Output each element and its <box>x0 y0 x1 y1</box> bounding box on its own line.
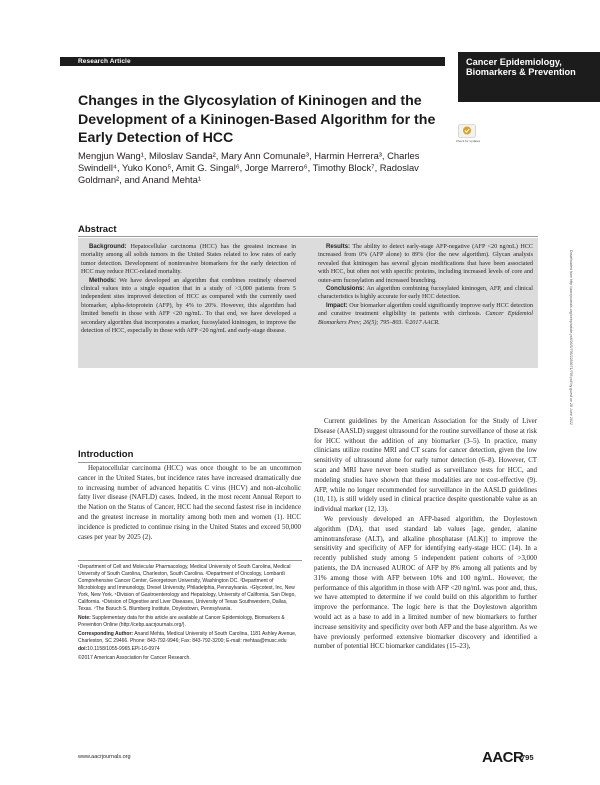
introduction-rule <box>78 462 302 463</box>
author-list: Mengjun Wang¹, Miloslav Sanda², Mary Ann Comunale³, Harmin Herrera³, Charles Swindell⁴, Yuko Kono⁵, Amit G. Singal⁶, Jorge Marrero⁶, Timothy Block⁷, Radoslav Goldman², and Anand Mehta¹ <box>78 150 420 186</box>
abstract-rule <box>78 236 538 237</box>
check-for-updates-icon[interactable] <box>458 124 476 138</box>
page-number: 795 <box>521 753 534 762</box>
abstract-left-column <box>81 243 296 335</box>
introduction-left-column <box>78 464 301 542</box>
aacr-logo: AACR <box>482 749 524 766</box>
article-title: Changes in the Glycosylation of Kininogen and the Development of a Kininogen-Based Algorithm for the Early Detection of HCC <box>78 93 436 147</box>
article-type-label: Research Article <box>78 58 131 65</box>
abstract-heading: Abstract <box>78 224 117 235</box>
doi[interactable]: doi:10.1158/1055-9965.EPI-16-0974 <box>78 646 160 653</box>
download-note: Downloaded from http://aacrjournals.org/cebp/article-pdf/26/5/795/2283671/795.pdf by guest on 28 June 2022 <box>569 250 573 425</box>
footer-url[interactable]: www.aacrjournals.org <box>78 754 131 760</box>
abstract-right-column <box>318 243 533 327</box>
supplementary-note: Note: Supplementary data for this article are available at Cancer Epidemiology, Biomarkers & Prevention Online (http://cebp.aacrjournals.org/). <box>78 614 285 628</box>
corresponding-author: Corresponding Author: Anand Mehta, Medical University of South Carolina, 1181 Ashley Avenue, Charleston, SC 29466. Phone: 843-792-9946; Fax: 843-792-3200; E-mail: mehtaa@musc.edu <box>78 630 297 644</box>
footnote-rule <box>78 560 302 561</box>
intro-paragraph: We previously developed an AFP-based algorithm, the Doylestown algorithm (DA), that used standard lab values [age, gender, alanine aminotransferase (ALT), and alkaline phosphatase (ALK)] to improve the sensitivity and specificity of AFP for identifying early-stage HCC (14). In a recently published study among 5 independent patient cohorts of >3,000 patients, the DA increased AUROC of AFP by 8% among all patients and by 31% among those with AFP between 10% and 100 ng/mL. However, the performance of this algorithm in those with AFP <20 ng/mL was poor and, thus, we have attempted to determine if we could build on this algorithm to further improve the performance. The logic here is that the Doylestown algorithm would act as a base to add in a limited number of new biomarkers to further increase sensitivity and specificity over both AFP and the base algorithm. As we have previously performed extensive biomarker discovery and identified a number of potential HCC biomarker candidates (15–23), <box>314 515 537 651</box>
article-type-bar <box>60 57 445 66</box>
intro-paragraph: Hepatocellular carcinoma (HCC) was once thought to be an uncommon cancer in the United States, but incidence rates have increased dramatically due to increasing number of advanced hepatitis C virus (HCV) and non-alcoholic fatty liver disease (NAFLD) cases. Indeed, in the most recent Annual Report to the Nation on the Status of Cancer, HCC had the second fastest rise in incidence and the greatest increase in mortality among both men and women (1). HCC incidence is predicted to continue rising in the United States and exceed 50,000 cases per year by 2025 (2). <box>78 465 301 541</box>
abstract-methods: Methods: We have developed an algorithm that combines routinely observed clinical values into a single equation that in a study of >3,000 patients from 5 independent sites improved detection of HCC as compared with the currently used biomarker, alpha-fetoprotein (AFP), by 4% to 20%. However, this algorithm had limited benefit in those with AFP <20 ng/mL. To that end, we have developed a secondary algorithm that incorporates a marker, fucosylated kininogen, to improve the detection of HCC, especially in those with AFP <20 ng/mL and early-stage disease. <box>81 276 296 335</box>
copyright: ©2017 American Association for Cancer Research. <box>78 655 191 662</box>
abstract-conclusions: Conclusions: An algorithm combining fucosylated kininogen, AFP, and clinical characteristics is highly accurate for early HCC detection. <box>318 285 533 301</box>
journal-banner <box>458 52 600 102</box>
introduction-heading: Introduction <box>78 449 134 460</box>
intro-paragraph: Current guidelines by the American Association for the Study of Liver Disease (AASLD) suggest ultrasound for the routine surveillance of those at risk for HCC without the addition of any biomarker (3–5). In practice, many clinicians utilize routine MRI and CT scans for cancer detection, given the low sensitivity of ultrasound alone for early tumor detection (6–8). However, CT scan and MRI have never been studied as surveillance tests for HCC, and modeling studies have shown that these modalities are not cost-effective (9). AFP, while no longer recommended for surveillance in the AASLD guidelines (10, 11), is still widely used in clinical practice despite questionable value as an individual marker (12, 13). <box>314 418 537 514</box>
abstract-citation: Cancer Epidemiol Biomarkers Prev; 26(5); 795–803. ©2017 AACR. <box>318 311 533 326</box>
journal-name: Cancer Epidemiology, Biomarkers & Prevention <box>466 57 576 78</box>
footnotes <box>78 564 301 664</box>
affiliations: ¹Department of Cell and Molecular Pharmacology, Medical University of South Carolina, Medical University of South Carolina, Charleston, South Carolina. ²Department of Oncology, Lombardi Comprehensive Cancer Center, Georgetown University, Washington DC. ³Department of Microbiology and Immunology, Drexel University, Philadelphia, Pennsylvania. ⁴Glycotest, Inc, New York, New York. ⁵Division of Gastroenterology and Hepatology, University of California, San Diego, California. ⁶Division of Digestive and Liver Diseases, University of Texas Southwestern, Dallas, Texas. ⁷The Baruch S. Blumberg Institute, Doylestown, Pennsylvania. <box>78 564 296 612</box>
abstract-results: Results: The ability to detect early-stage AFP-negative (AFP <20 ng/mL) HCC increased from 0% (AFP alone) to 89% (for the new algorithm). Glycan analysis revealed that kininogen has several glycan modifications that have been associated with HCC, but often not with specific proteins, including increased levels of core and outer-arm fucosylation and increased branching. <box>318 243 533 284</box>
abstract-impact: Impact: Our biomarker algorithm could significantly improve early HCC detection and curative treatment eligibility in patients with cirrhosis. Cancer Epidemiol Biomarkers Prev; 26(5); 795–803. ©2017 AACR. <box>318 301 533 326</box>
check-for-updates-label: Check for updates <box>455 139 481 143</box>
abstract-box <box>78 238 538 368</box>
introduction-right-column <box>314 417 537 652</box>
abstract-background: Background: Hepatocellular carcinoma (HCC) has the greatest increase in mortality among all solids tumors in the United States related to low rates of early tumor detection. Development of noninvasive biomarkers for the early detection of HCC may reduce HCC-related mortality. <box>81 243 296 276</box>
